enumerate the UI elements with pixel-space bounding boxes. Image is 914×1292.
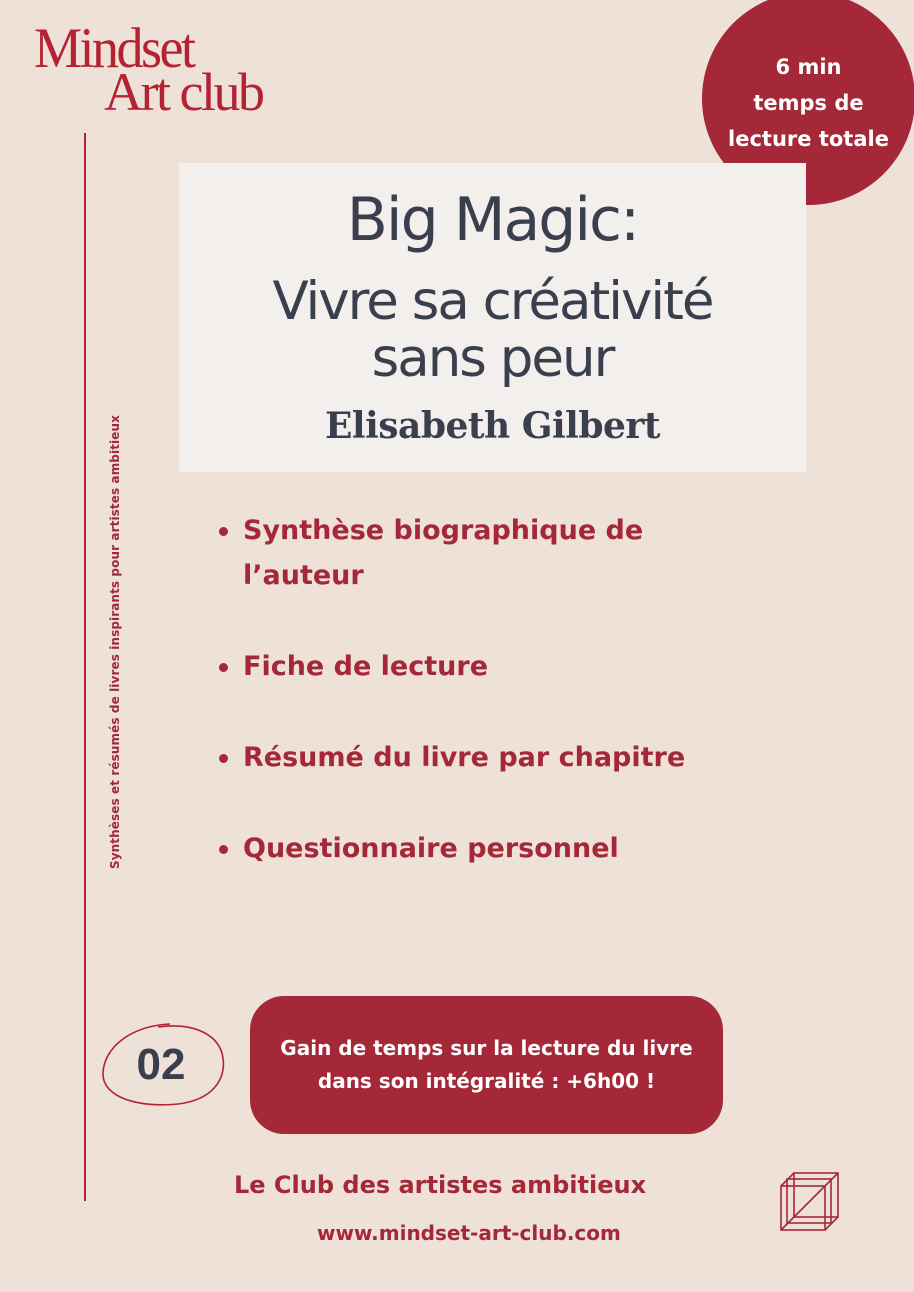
feature-item: Synthèse biographique de l’auteur bbox=[217, 508, 757, 598]
gain-line-2: dans son intégralité : +6h00 ! bbox=[317, 1069, 656, 1093]
side-tagline: Synthèses et résumés de livres inspirants pour artistes ambitieux bbox=[108, 415, 122, 869]
title-box bbox=[179, 163, 806, 472]
book-author: Elisabeth Gilbert bbox=[324, 405, 661, 447]
book-title-line-1: Big Magic: bbox=[346, 185, 639, 255]
feature-item: Résumé du livre par chapitre bbox=[217, 735, 757, 780]
time-gain-banner bbox=[250, 996, 723, 1134]
badge-line-2: temps de bbox=[753, 90, 864, 115]
wireframe-cube-icon bbox=[778, 1170, 842, 1234]
page-number bbox=[100, 1018, 230, 1110]
badge-line-3: lecture totale bbox=[728, 126, 889, 151]
club-name: Le Club des artistes ambitieux bbox=[234, 1171, 647, 1199]
feature-item: Fiche de lecture bbox=[217, 644, 757, 689]
book-title-line-2: Vivre sa créativité bbox=[272, 271, 713, 332]
gain-line-1: Gain de temps sur la lecture du livre bbox=[280, 1036, 693, 1060]
book-title-line-3: sans peur bbox=[371, 328, 614, 389]
vertical-divider bbox=[84, 133, 86, 1201]
badge-line-1: 6 min bbox=[775, 54, 842, 79]
brand-logo bbox=[34, 16, 334, 122]
logo-line-1: Mindset bbox=[34, 16, 194, 80]
page-number-text: 02 bbox=[136, 1040, 186, 1089]
logo-line-2: Art club bbox=[104, 62, 263, 122]
feature-item: Questionnaire personnel bbox=[217, 826, 757, 871]
website-link[interactable]: www.mindset-art-club.com bbox=[317, 1221, 621, 1245]
feature-list bbox=[217, 508, 757, 871]
